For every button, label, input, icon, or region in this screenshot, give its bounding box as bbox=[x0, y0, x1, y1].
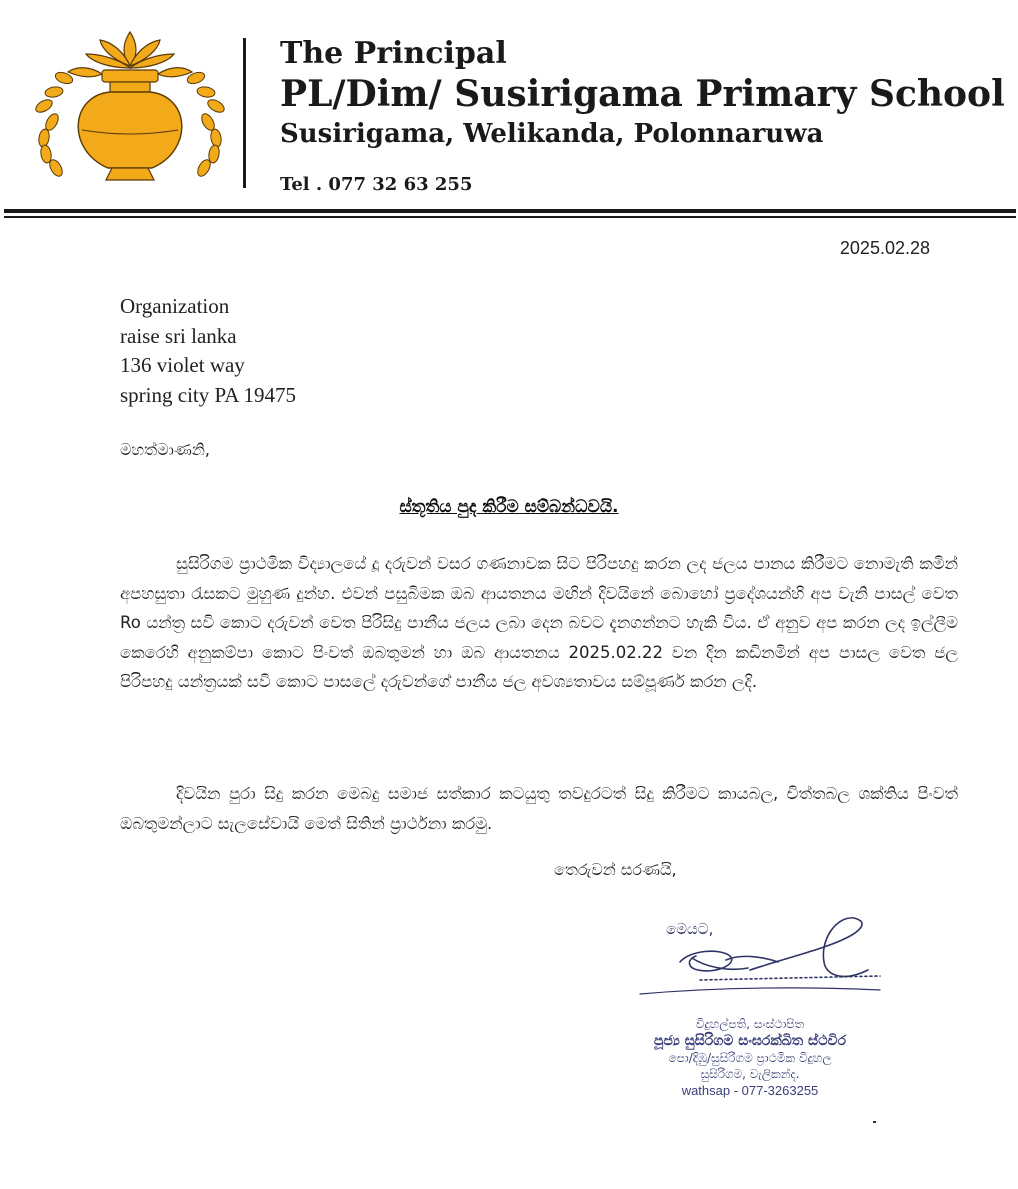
body-paragraph: සුසිරිගම ප්‍රාථමික විද්‍යාලයේ දූ දරුවන් වසර ගණනාවක සිට පිරිපහදු කරන ලද ජලය පානය කිරීමට නොමැති කමින් අපහසුතා රැසකට මුහුණ දුන්හ. එවන් පසුබිමක ඔබ ආයතනය මඟින් දිවයිනේ බොහෝ ප්‍රදේශයන්හි අප වැනි පාසල් වෙත Ro යන්ත්‍ර සවි කොට දරුවන් වෙත පිරිසිදු පානීය ජලය ලබා දෙන බවට දැනගන්නට හැකි විය. ඒ අනුව අප කරන ලද ඉල්ලීම කෙරෙහි අනුකම්පා කොට පිංවත් ඔබතුමන් හා ඔබ ආයතනය 2025.02.22 වන දින කඩිනමින් අප පාසල වෙත ජල පිරිපහදු යන්ත්‍රයක් සවි කොට පාසලේ දරුවන්ගේ පානීය ජල අවශ්‍යතාවය සම්පූර්ණ කරන ලදි. bbox=[120, 554, 958, 691]
letterhead bbox=[0, 0, 1018, 215]
recipient-line: spring city PA 19475 bbox=[120, 382, 296, 407]
closing-line: තෙරුවන් සරණයි, bbox=[554, 860, 677, 879]
official-stamp bbox=[600, 1016, 900, 1099]
header-rule-thick bbox=[4, 209, 1016, 213]
recipient-line: 136 violet way bbox=[120, 353, 245, 377]
recipient-line: raise sri lanka bbox=[120, 323, 237, 348]
stamp-line: සුසිරිගම, වැලිකන්ද. bbox=[700, 1067, 800, 1081]
stamp-line: පො/දිඹු/සුසිරිගම ප්‍රාථමික විදුහල bbox=[668, 1051, 832, 1065]
stray-mark bbox=[873, 1121, 876, 1123]
header-divider bbox=[243, 38, 246, 188]
stamp-line: පූජ්‍ය සුසිරිගම සංඝරක්ඛිත ස්ථවිර bbox=[653, 1033, 847, 1049]
recipient-line: Organization bbox=[120, 294, 230, 318]
stamp-line: විදුහල්පති, සංස්ථාපිත bbox=[695, 1017, 805, 1031]
salutation: මහත්මාණනි, bbox=[120, 440, 210, 459]
recipient-address bbox=[120, 292, 296, 410]
header-rule-thin bbox=[4, 216, 1016, 218]
letter-subject: ස්තූතිය පුද කිරීම සම්බන්ධවයි. bbox=[399, 497, 619, 517]
handwritten-signature bbox=[630, 910, 890, 1010]
sign-off: මෙයට, bbox=[666, 920, 714, 938]
school-phone: Tel . 077 32 63 255 bbox=[280, 174, 473, 195]
signature-block bbox=[600, 910, 900, 1120]
body-paragraph: දිවයින පුරා සිදු කරන මෙබදු සමාජ සත්කාර කටයුතු තවදුරටත් සිදු කිරීමට කායබල, චිත්තබල ශක්තිය පිංවත් ඔබතුමන්ලාට සැලසේවායි මෙත් සිතින් ප්‍රාර්ථනා කරමු. bbox=[120, 784, 958, 833]
principal-title: The Principal bbox=[280, 36, 507, 71]
school-logo-pot-icon bbox=[30, 30, 230, 190]
school-address: Susirigama, Welikanda, Polonnaruwa bbox=[280, 119, 824, 149]
letter-date: 2025.02.28 bbox=[839, 238, 930, 258]
letterhead-text bbox=[280, 36, 1005, 196]
school-name: PL/Dim/ Susirigama Primary School bbox=[280, 73, 1005, 115]
stamp-phone: wathsap - 077-3263255 bbox=[681, 1083, 819, 1098]
